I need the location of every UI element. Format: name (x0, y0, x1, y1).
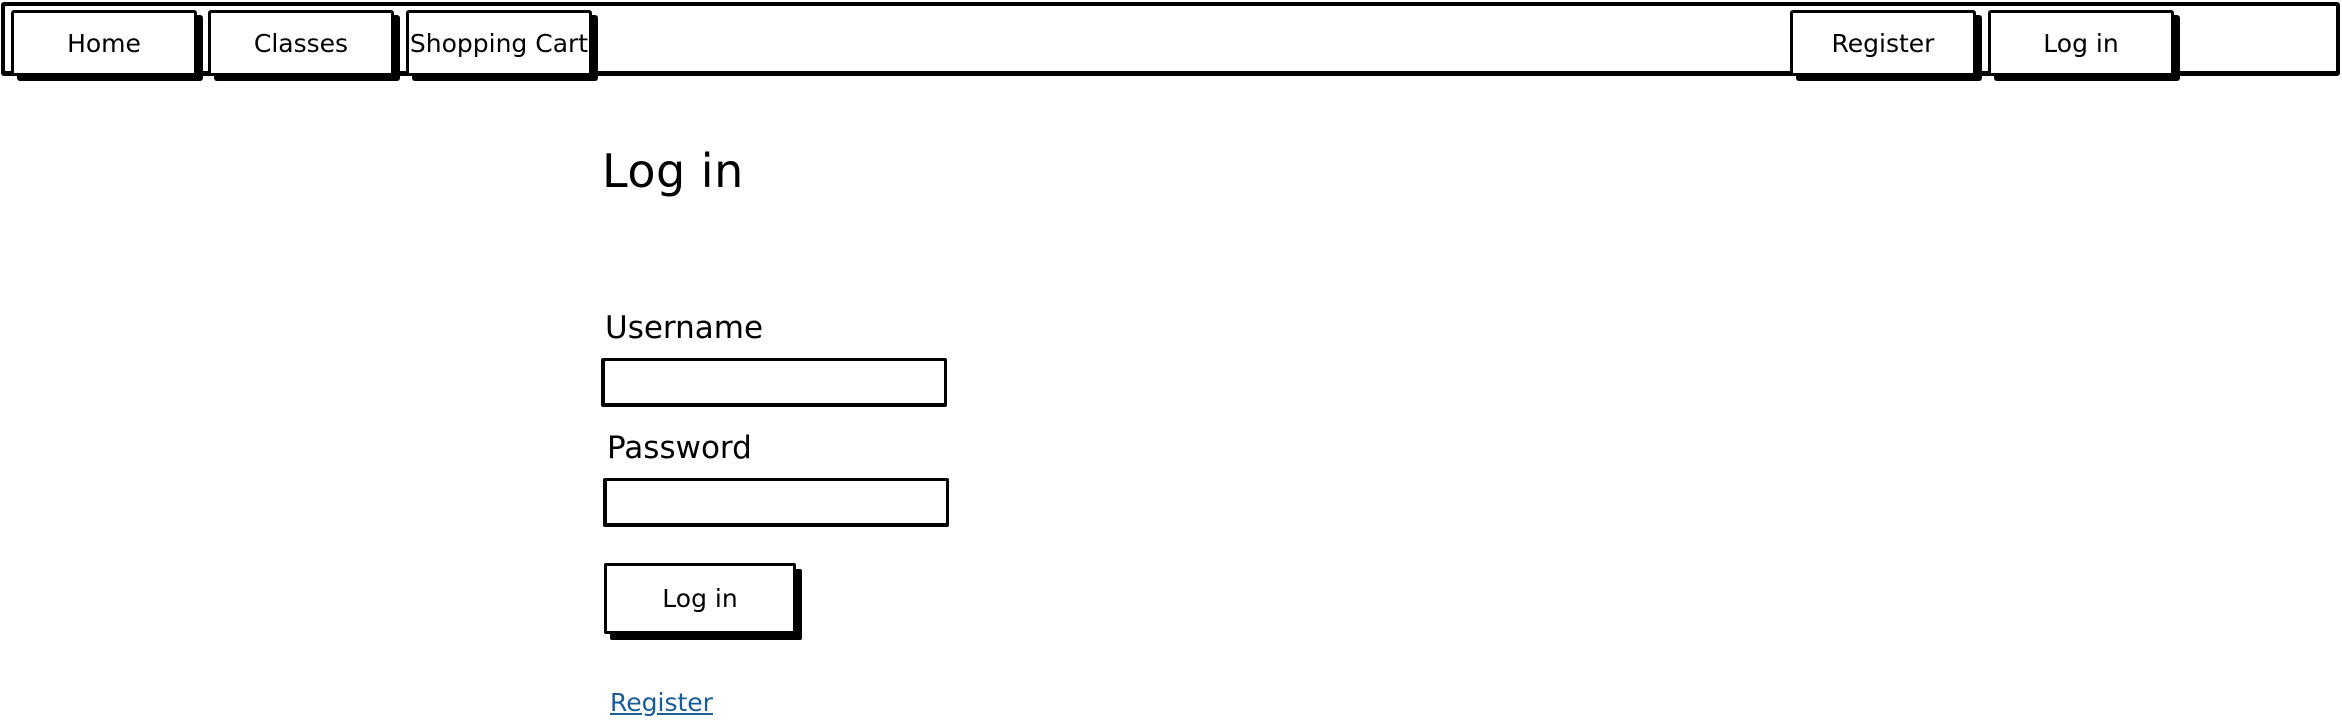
top-navbar (1, 2, 2340, 76)
username-label: Username (605, 310, 764, 346)
register-link[interactable]: Register (610, 688, 713, 717)
nav-shopping-cart-button[interactable]: Shopping Cart (406, 10, 592, 76)
password-label: Password (607, 430, 752, 466)
nav-register-button[interactable]: Register (1790, 10, 1976, 76)
nav-home-button[interactable]: Home (11, 10, 197, 76)
nav-classes-button[interactable]: Classes (208, 10, 394, 76)
login-submit-button[interactable]: Log in (604, 563, 796, 634)
nav-login-button[interactable]: Log in (1988, 10, 2174, 76)
page-title: Log in (602, 144, 744, 198)
username-input[interactable] (601, 358, 947, 407)
password-input[interactable] (603, 478, 949, 527)
